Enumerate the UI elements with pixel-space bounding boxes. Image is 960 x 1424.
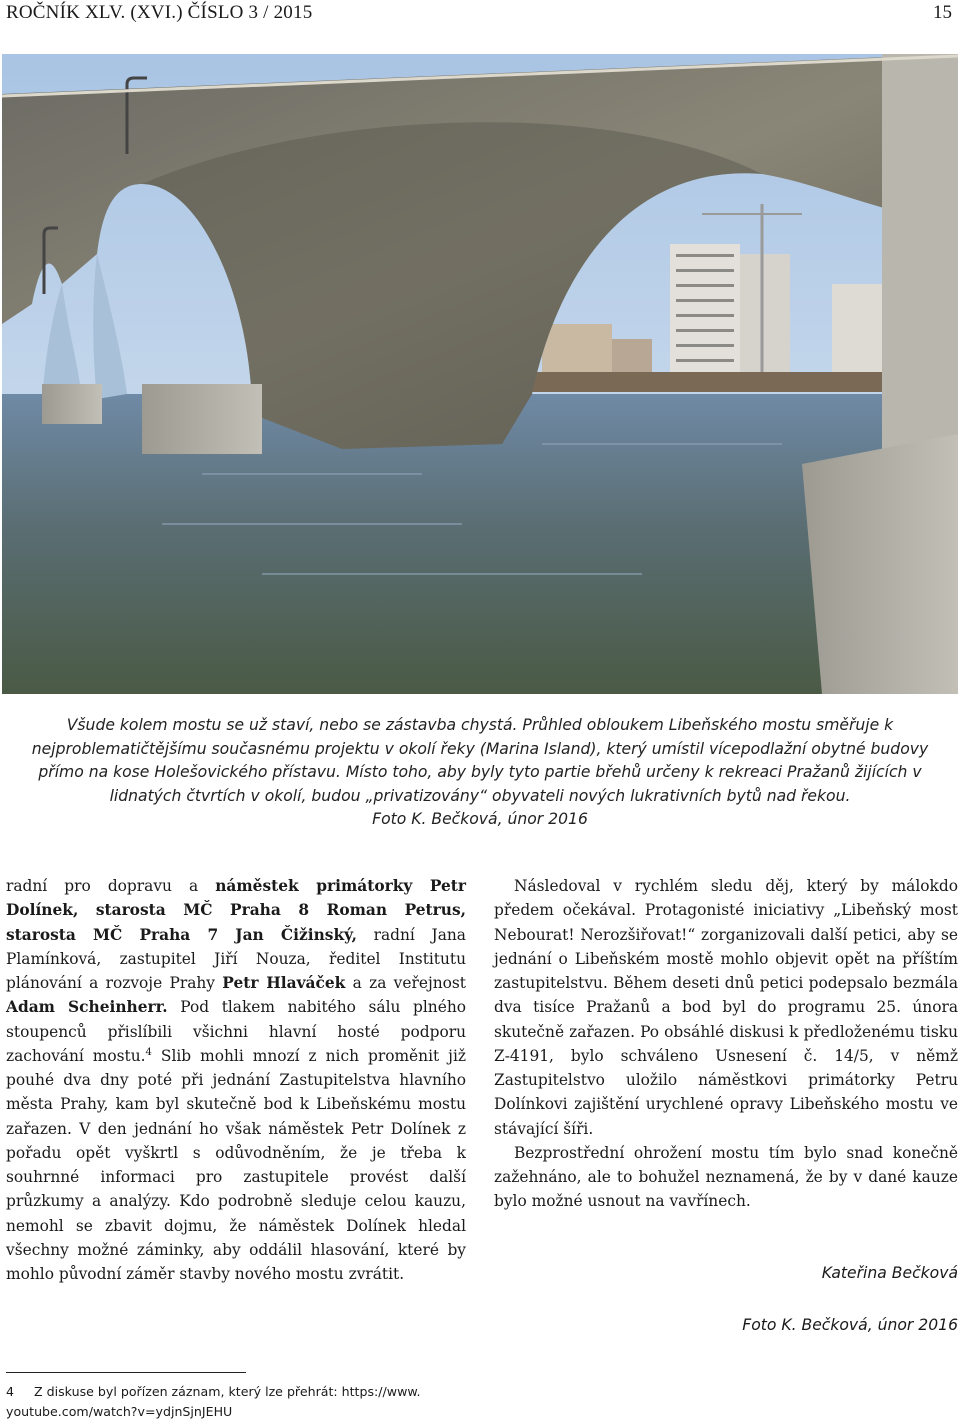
issue-header: ROČNÍK XLV. (XVI.) ČÍSLO 3 / 2015 bbox=[6, 2, 313, 23]
left-text-5: Slib mohli mnozí z nich proměnit již pouhé dva dny poté při jednání Zastupitelstva hlavního města Prahy, kam byl skutečně bod k Libeňskému mostu zařazen. V den jednání ho však náměstek Petr Dolínek z pořadu opět vyškrtl s odůvodněním, že je třeba k souhrnné informaci pro zastupitele provést další průzkumy a analýzy. Kdo podrobně sleduje celou kauzu, nemohl se zbavit dojmu, že náměstek Dolínek hledal všechny možné záminky, aby oddálil hlasování, které by mohlo původní záměr stavby nového mostu zvrátit. bbox=[6, 1046, 466, 1283]
left-bold-3: Adam Scheinherr. bbox=[6, 998, 168, 1017]
photo-credit: Foto K. Bečková, únor 2016 bbox=[742, 1316, 958, 1334]
left-text-3: a za veřejnost bbox=[345, 974, 466, 992]
footnote-reference[interactable]: 4 bbox=[145, 1046, 152, 1058]
footnote-text: Z diskuse byl pořízen záznam, který lze přehrát: https://www. youtube.com/watch?v=ydjnSjnJEHU bbox=[6, 1384, 421, 1419]
left-text-4: Pod tlakem nabitého sálu plného stoupenců přislíbili všichni hlavní hosté podporu zachování mostu. bbox=[6, 998, 466, 1065]
bridge-photo-illustration bbox=[2, 54, 958, 694]
right-paragraph-1: Následoval v rychlém sledu děj, který by málokdo předem očekával. Protagonisté iniciativy „Libeňský most Nebourat! Nerozšiřovat!“ zorganizovali další petici, aby se jednání o Libeňském mostě mohlo objevit opět na příštím zastupitelstvu. Během deseti dnů petici podepsalo bezmála dva tisíce Pražanů a bod byl do programu 25. února skutečně zařazen. Po obsáhlé diskusi k předloženému tisku Z-4191, bylo schváleno Usnesení č. 14/5, v němž Zastupitelstvo uložilo náměstkovi primátorky Petru Dolínkovi zajištění urychlené opravy Libeňského mostu ve stávající šíři. bbox=[494, 877, 958, 1138]
article-right-column bbox=[494, 874, 958, 1214]
footnote bbox=[6, 1382, 476, 1422]
left-text-2: radní Jana Plamínková, zastupitel Jiří Nouza, ředitel Institutu plánování a rozvoje Prahy bbox=[6, 925, 466, 992]
page-number: 15 bbox=[933, 2, 952, 23]
photo-caption bbox=[16, 714, 944, 832]
article-left-column bbox=[6, 874, 466, 1286]
left-text-1: radní pro dopravu a bbox=[6, 877, 216, 895]
author-signature: Kateřina Bečková bbox=[821, 1264, 958, 1282]
footnote-number: 4 bbox=[6, 1384, 15, 1399]
caption-credit: Foto K. Bečková, únor 2016 bbox=[372, 810, 588, 828]
left-bold-2: Petr Hlaváček bbox=[222, 974, 346, 992]
footnote-divider bbox=[6, 1372, 246, 1373]
left-bold-1: náměstek primátorky Petr Dolínek, starosta MČ Praha 8 Roman Petrus, starosta MČ Praha 7 Jan Čižinský, bbox=[6, 877, 466, 944]
bridge-photo bbox=[2, 54, 958, 694]
right-paragraph-2: Bezprostřední ohrožení mostu tím bylo snad konečně zažehnáno, ale to bohužel neznamená, že by v dané kauze bylo možné usnout na vavřínech. bbox=[494, 1143, 958, 1211]
caption-text: Všude kolem mostu se už staví, nebo se zástavba chystá. Průhled obloukem Libeňského mostu směřuje k nejproblematičtějšímu současnému projektu v okolí řeky (Marina Island), který umístil vícepodlažní obytné budovy přímo na kose Holešovického přístavu. Místo toho, aby byly tyto partie břehů určeny k rekreaci Pražanů žijících v lidnatých čtvrtích v okolí, budou „privatizovány“ obyvateli nových lukrativních bytů nad řekou. bbox=[31, 716, 929, 805]
